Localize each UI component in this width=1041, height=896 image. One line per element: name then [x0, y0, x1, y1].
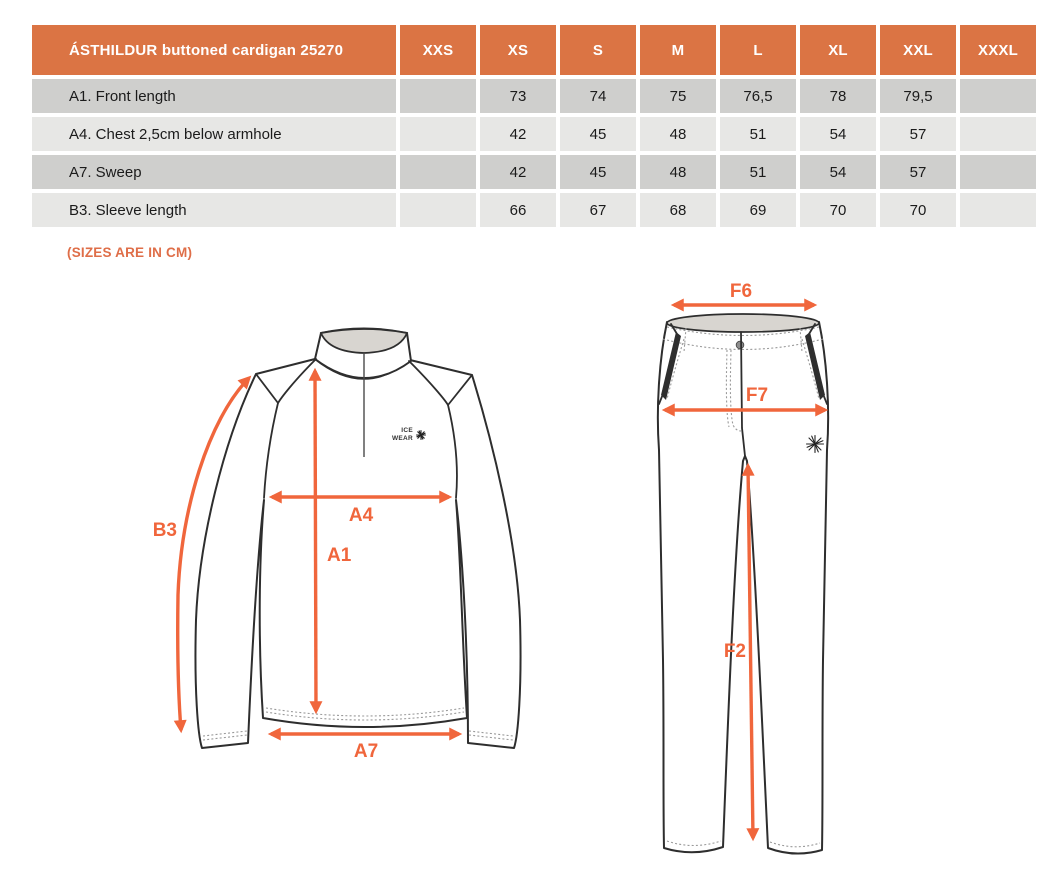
pants-body-outline: [658, 322, 828, 854]
value-cell: 75: [640, 79, 716, 113]
row-label: B3. Sleeve length: [32, 193, 396, 227]
value-cell: 70: [800, 193, 876, 227]
waist-button: [736, 341, 744, 349]
row-label: A7. Sweep: [32, 155, 396, 189]
value-cell: [400, 193, 476, 227]
measurement-label-a4: A4: [348, 505, 374, 526]
cardigan-measurement-diagram: [145, 295, 580, 780]
snowflake-icon: [807, 436, 824, 453]
value-cell: 45: [560, 155, 636, 189]
value-cell: [960, 193, 1036, 227]
waistband-inside: [667, 314, 819, 332]
value-cell: 66: [480, 193, 556, 227]
table-row-sweep: [32, 155, 1036, 189]
measurement-label-f7: F7: [745, 385, 769, 406]
value-cell: 54: [800, 117, 876, 151]
value-cell: 48: [640, 117, 716, 151]
value-cell: [960, 79, 1036, 113]
size-column-m: M: [640, 25, 716, 75]
value-cell: 76,5: [720, 79, 796, 113]
value-cell: 48: [640, 155, 716, 189]
size-table: [28, 21, 1040, 231]
value-cell: 57: [880, 155, 956, 189]
header-row: [32, 25, 1036, 75]
size-column-xxxl: XXXL: [960, 25, 1036, 75]
size-column-xxl: XXL: [880, 25, 956, 75]
row-label: A4. Chest 2,5cm below armhole: [32, 117, 396, 151]
table-row-sleeve-length: [32, 193, 1036, 227]
cardigan-body-outline: [195, 359, 520, 748]
value-cell: [400, 117, 476, 151]
value-cell: [400, 79, 476, 113]
measurement-label-a1: A1: [327, 545, 352, 566]
value-cell: [960, 117, 1036, 151]
value-cell: 78: [800, 79, 876, 113]
measurement-label-b3: B3: [152, 520, 177, 541]
size-column-s: S: [560, 25, 636, 75]
value-cell: 54: [800, 155, 876, 189]
measurement-label-a7: A7: [353, 741, 379, 762]
table-row-chest: [32, 117, 1036, 151]
value-cell: 79,5: [880, 79, 956, 113]
measurement-arrow-f6: [674, 281, 814, 305]
measurement-label-f2: F2: [723, 641, 746, 662]
snowflake-icon: [417, 431, 426, 440]
value-cell: 73: [480, 79, 556, 113]
size-column-l: L: [720, 25, 796, 75]
value-cell: 45: [560, 117, 636, 151]
value-cell: 70: [880, 193, 956, 227]
value-cell: 68: [640, 193, 716, 227]
pants-measurement-diagram: [628, 280, 880, 885]
size-table-header: [32, 25, 1036, 75]
value-cell: 57: [880, 117, 956, 151]
size-column-xl: XL: [800, 25, 876, 75]
value-cell: 69: [720, 193, 796, 227]
value-cell: 67: [560, 193, 636, 227]
product-title: ÁSTHILDUR buttoned cardigan 25270: [32, 25, 396, 75]
sizes-in-cm-note: (SIZES ARE IN CM): [67, 245, 193, 260]
row-label: A1. Front length: [32, 79, 396, 113]
value-cell: [960, 155, 1036, 189]
value-cell: 74: [560, 79, 636, 113]
value-cell: 51: [720, 155, 796, 189]
size-column-xs: XS: [480, 25, 556, 75]
logo-text-wear: WEAR: [391, 435, 413, 442]
measurement-arrow-a7: [271, 734, 459, 762]
table-row-front-length: [32, 79, 1036, 113]
logo-text-ice: ICE: [401, 427, 413, 434]
value-cell: [400, 155, 476, 189]
value-cell: 42: [480, 155, 556, 189]
measurement-label-f6: F6: [729, 281, 753, 302]
value-cell: 51: [720, 117, 796, 151]
value-cell: 42: [480, 117, 556, 151]
size-column-xxs: XXS: [400, 25, 476, 75]
